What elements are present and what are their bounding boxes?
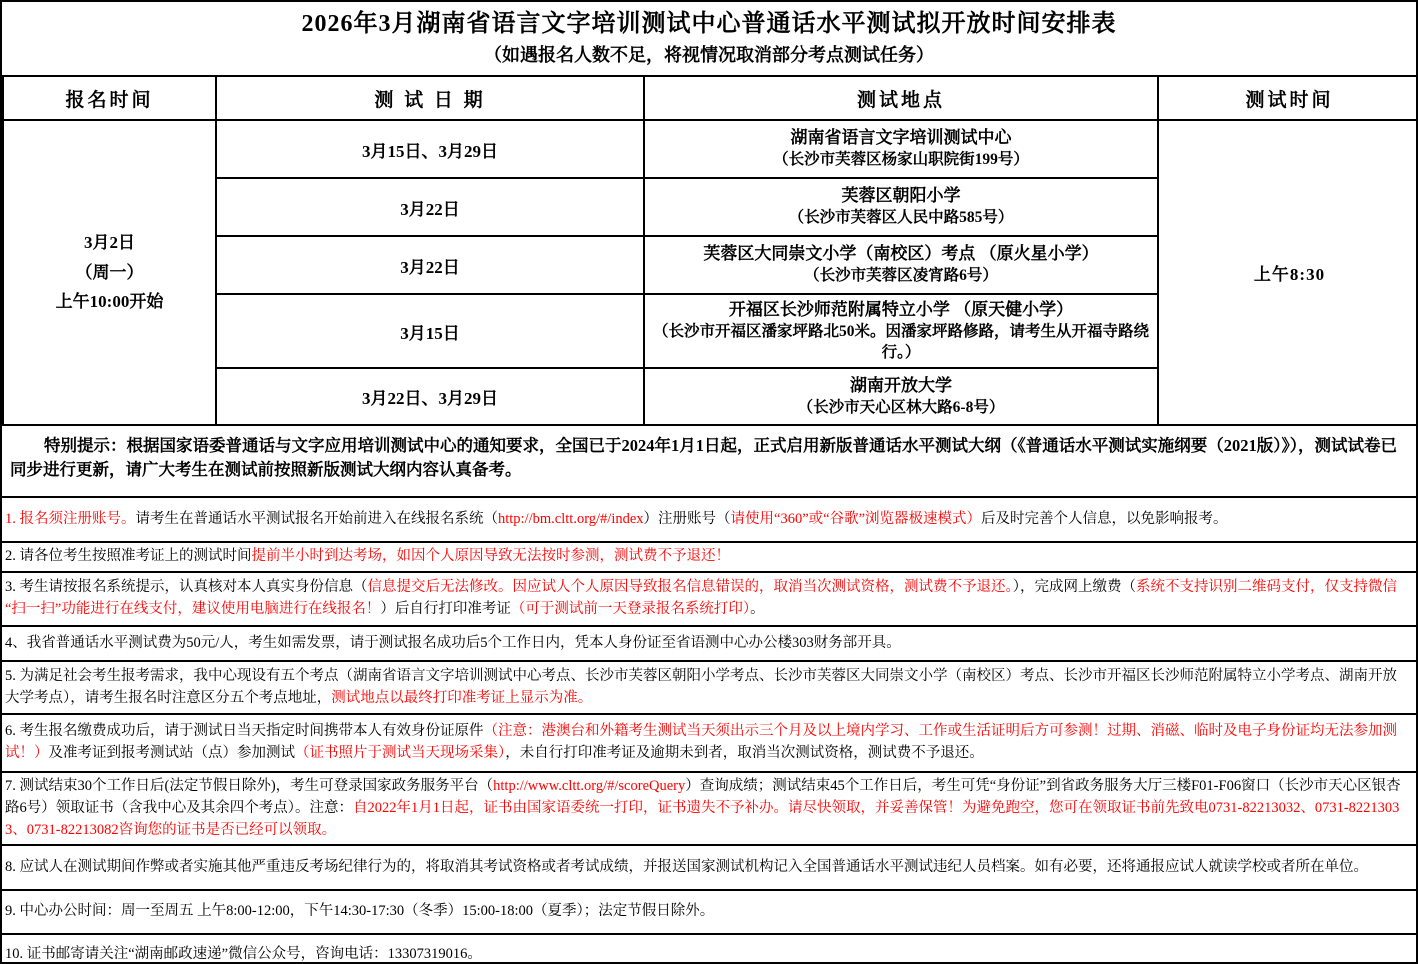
special-notice-text: 根据国家语委普通话与文字应用培训测试中心的通知要求，全国已于2024年1月1日起，正式启用新版普通话水平测试大纲（《普通话水平测试实施纲要（2021版）》），测试试卷已同步进行更新，请广大考生在测试前按照新版测试大纲内容认真备考。 bbox=[10, 436, 1397, 479]
location-address: （长沙市芙蓉区凌宵路6号） bbox=[804, 267, 998, 285]
test-date-cell: 3月22日、3月29日 bbox=[216, 368, 644, 425]
note-text bbox=[5, 944, 1408, 964]
note-segment: 7. 测试结束30个工作日后(法定节假日除外)，考生可登录国家政务服务平台（ bbox=[5, 778, 494, 794]
note-row bbox=[2, 541, 1416, 571]
note-text bbox=[5, 633, 1408, 655]
location-cell bbox=[644, 120, 1158, 178]
note-row bbox=[2, 844, 1416, 889]
column-header-registration-time: 报名时间 bbox=[3, 76, 216, 120]
page-title: 2026年3月湖南省语言文字培训测试中心普通话水平测试拟开放时间安排表 bbox=[301, 10, 1117, 37]
note-segment-red: （证书照片于测试当天现场采集） bbox=[295, 745, 506, 761]
registration-date: 3月2日 bbox=[84, 232, 135, 252]
page-subtitle: （如遇报名人数不足，将视情况取消部分考点测试任务） bbox=[484, 45, 934, 66]
note-segment-red: （可于测试前一天登录报名系统打印） bbox=[510, 601, 751, 617]
location-name: 湖南开放大学 bbox=[850, 375, 952, 395]
notes-section bbox=[2, 496, 1416, 964]
note-text bbox=[5, 666, 1408, 710]
schedule-table bbox=[2, 75, 1418, 426]
note-text bbox=[5, 546, 1408, 568]
note-text bbox=[5, 577, 1408, 621]
note-segment-red: 信息提交后无法修改。因应试人个人原因导致报名信息错误的，取消当次测试资格，测试费不予退还。 bbox=[367, 579, 1013, 596]
location-cell bbox=[644, 294, 1158, 368]
test-time-cell: 上午8:30 bbox=[1158, 120, 1418, 425]
note-segment: 后及时完善个人信息，以免影响报考。 bbox=[981, 510, 1228, 527]
note-segment-red: 测试地点以最终打印准考证上显示为准。 bbox=[331, 689, 593, 706]
note-text bbox=[5, 901, 1408, 923]
title-block bbox=[2, 2, 1416, 75]
column-header-test-date: 测 试 日 期 bbox=[216, 76, 644, 120]
location-address: （长沙市芙蓉区人民中路585号） bbox=[788, 209, 1014, 227]
note-segment: 2. 请各位考生按照准考证上的测试时间 bbox=[5, 548, 252, 565]
note-segment: ）查询成绩；测试结束45个工作日后，考生可凭“身份证”到省政务服务大厅三楼F01-F06窗口（长沙市天心区银杏路6号）领取证书（含我中心及其余四个考点）。注意： bbox=[5, 778, 1401, 816]
note-row bbox=[2, 660, 1416, 713]
note-segment: 4、我省普通话水平测试费为50元/人，考生如需发票，请于测试报名成功后5个工作日内，凭本人身份证至省语测中心办公楼303财务部开具。 bbox=[5, 634, 901, 651]
note-segment-red: 系统不支持识别二维码支付，仅支持微信“扫一扫”功能进行在线支付，建议使用电脑进行在线报名！ bbox=[5, 579, 1397, 617]
note-text bbox=[5, 509, 1408, 531]
special-notice-label: 特别提示： bbox=[44, 436, 127, 455]
note-row bbox=[2, 496, 1416, 541]
note-segment: 5. 为满足社会考生报考需求，我中心现设有五个考点（湖南省语言文字培训测试中心考点、长沙市芙蓉区朝阳小学考点、长沙市芙蓉区大同崇文小学（南校区）考点、长沙市开福区长沙师范附属特立小学考点、湖南开放大学考点），请考生报名时注意区分五个考点地址， bbox=[5, 667, 1397, 706]
registration-time-cell bbox=[3, 120, 216, 425]
note-segment: 10. 证书邮寄请关注“湖南邮政速递”微信公众号，咨询电话：13307319016。 bbox=[5, 946, 482, 963]
note-segment: 3. 考生请按报名系统提示，认真核对本人真实身份信息（ bbox=[5, 579, 368, 596]
note-text bbox=[5, 857, 1408, 879]
note-segment: ）注册账号（ bbox=[643, 510, 731, 527]
note-segment-red: http://www.cltt.org/#/scoreQuery bbox=[493, 778, 686, 794]
column-header-test-location: 测试地点 bbox=[644, 76, 1158, 120]
location-address: （长沙市开福区潘家坪路北50米。因潘家坪路修路，请考生从开福寺路绕行。） bbox=[652, 323, 1149, 361]
registration-weekday: （周一） bbox=[75, 262, 144, 282]
location-cell bbox=[644, 368, 1158, 425]
note-row bbox=[2, 571, 1416, 625]
location-name: 湖南省语言文字培训测试中心 bbox=[790, 128, 1012, 148]
location-cell bbox=[644, 236, 1158, 294]
location-address: （长沙市天心区林大路6-8号） bbox=[797, 398, 1005, 416]
registration-start-time: 上午10:00开始 bbox=[55, 292, 164, 312]
note-segment-red: http://bm.cltt.org/#/index bbox=[498, 510, 644, 527]
note-segment-red: 自2022年1月1日起，证书由国家语委统一打印，证书遗失不予补办。请尽快领取，并妥善保管！为避免跑空，您可在领取证书前先致电0731-82213032、0731-82213033、0731-82213082咨询您的证书是否已经可以领取。 bbox=[5, 799, 1400, 838]
table-row bbox=[3, 120, 1418, 178]
column-header-test-time: 测试时间 bbox=[1158, 76, 1418, 120]
note-text bbox=[5, 721, 1408, 765]
note-segment-red: 1. 报名须注册账号。 bbox=[5, 510, 136, 527]
location-name: 开福区长沙师范附属特立小学 （原天健小学） bbox=[728, 300, 1074, 320]
note-segment: 及准考证到报考测试站（点）参加测试 bbox=[48, 745, 295, 761]
location-name: 芙蓉区大同崇文小学（南校区）考点 （原火星小学） bbox=[703, 244, 1099, 264]
table-header-row bbox=[3, 76, 1418, 120]
location-cell bbox=[644, 178, 1158, 236]
note-text bbox=[5, 776, 1408, 841]
note-segment: 9. 中心办公时间：周一至周五 上午8:00-12:00，下午14:30-17:30（冬季）15:00-18:00（夏季）；法定节假日除外。 bbox=[5, 903, 715, 920]
note-segment: 请考生在普通话水平测试报名开始前进入在线报名系统（ bbox=[135, 510, 498, 527]
note-segment: ，未自行打印准考证及逾期未到者，取消当次测试资格，测试费不予退还。 bbox=[505, 745, 984, 761]
note-row bbox=[2, 933, 1416, 964]
test-date-cell: 3月22日 bbox=[216, 236, 644, 294]
location-name: 芙蓉区朝阳小学 bbox=[841, 186, 961, 206]
note-row bbox=[2, 713, 1416, 771]
note-segment-red: 提前半小时到达考场，如因个人原因导致无法按时参测，测试费不予退还！ bbox=[251, 548, 730, 565]
test-date-cell: 3月22日 bbox=[216, 178, 644, 236]
note-row bbox=[2, 771, 1416, 844]
location-address: （长沙市芙蓉区杨家山职院街199号） bbox=[773, 151, 1029, 169]
note-segment: 。 bbox=[750, 601, 765, 617]
test-date-cell: 3月15日 bbox=[216, 294, 644, 368]
note-row bbox=[2, 889, 1416, 933]
note-segment-red: （注意：港澳台和外籍考生测试当天须出示三个月及以上境内学习、工作或生活证明后方可参测！过期、消磁、临时及电子身份证均无法参加测试！） bbox=[5, 723, 1397, 761]
note-segment: ）后自行打印准考证 bbox=[380, 601, 511, 617]
test-date-cell: 3月15日、3月29日 bbox=[216, 120, 644, 178]
note-segment-red: 请使用“360”或“谷歌”浏览器极速模式） bbox=[730, 510, 982, 527]
note-row bbox=[2, 625, 1416, 660]
note-segment: 6. 考生报名缴费成功后，请于测试日当天指定时间携带本人有效身份证原件 bbox=[5, 723, 484, 740]
note-segment: 8. 应试人在测试期间作弊或者实施其他严重违反考场纪律行为的，将取消其考试资格或者考试成绩，并报送国家测试机构记入全国普通话水平测试违纪人员档案。如有必要，还将通报应试人就读学校或者所在单位。 bbox=[5, 858, 1368, 875]
note-segment: ），完成网上缴费（ bbox=[1012, 579, 1136, 596]
special-notice bbox=[2, 426, 1416, 496]
